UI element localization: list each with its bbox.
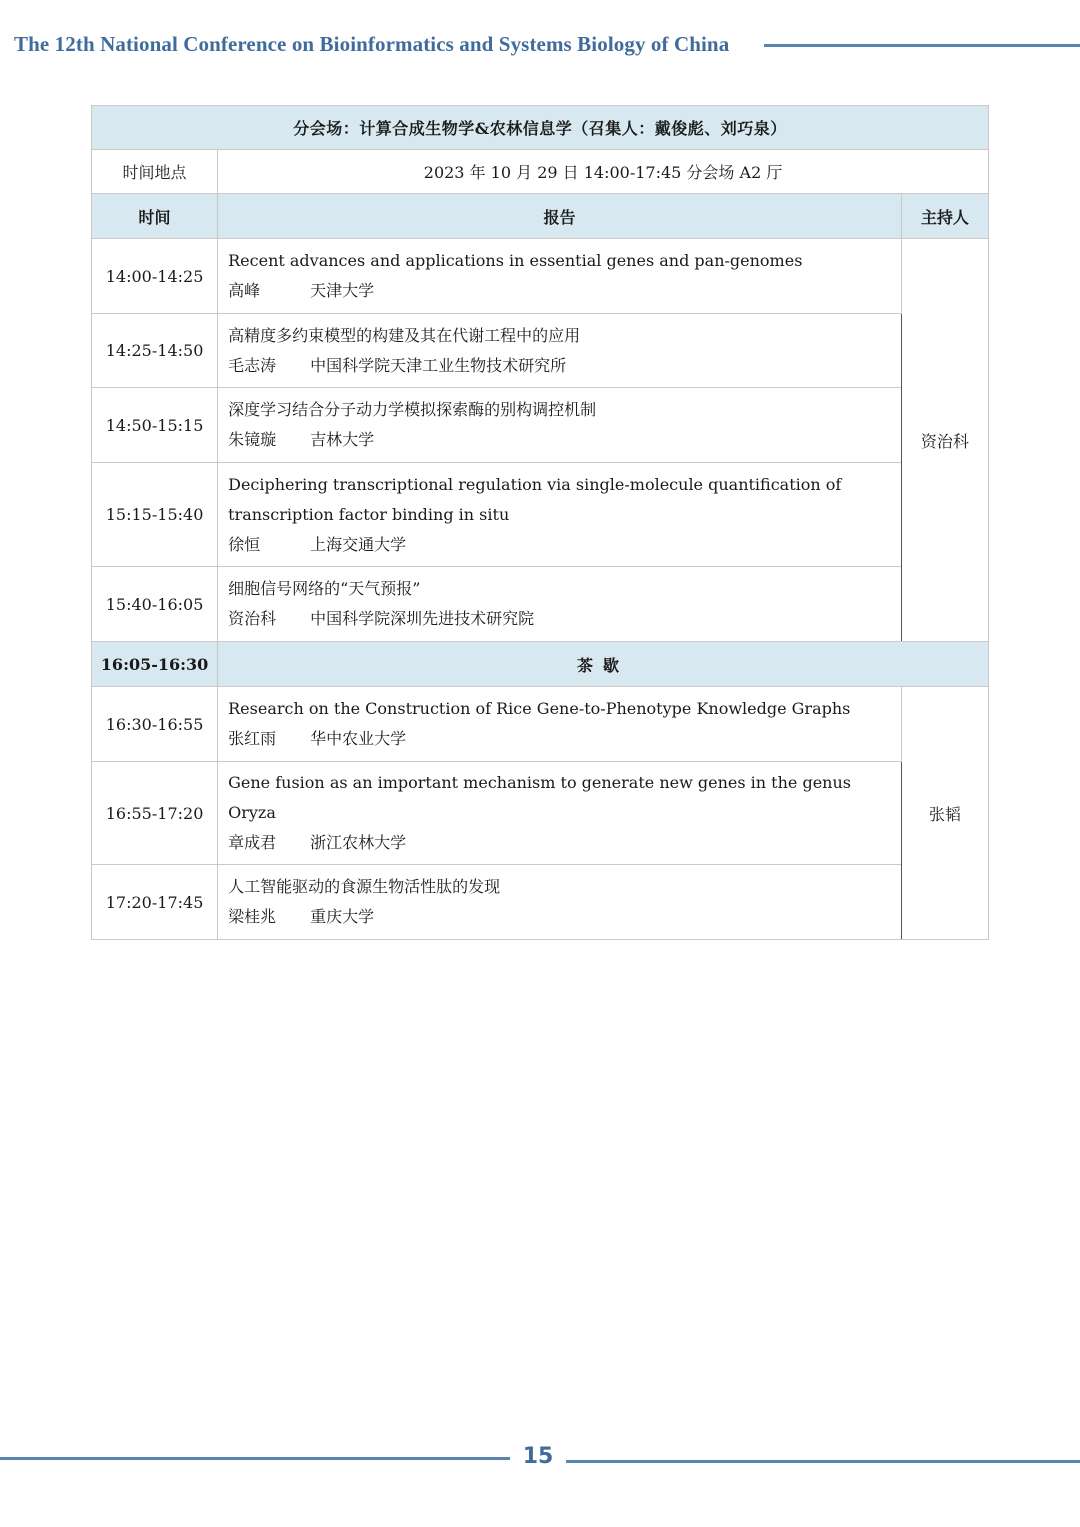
- speaker-affiliation: 天津大学: [310, 281, 375, 300]
- talk-speaker-line: [228, 724, 891, 754]
- talk-details: [218, 314, 902, 388]
- talk-row: [92, 463, 989, 567]
- page-number: 15: [522, 1444, 554, 1469]
- page-header: [0, 28, 1080, 64]
- speaker-name: 徐恒: [228, 534, 261, 554]
- talk-speaker-line: [228, 425, 891, 455]
- speaker-name: 章成君: [228, 833, 277, 852]
- host-name: 资治科: [901, 239, 988, 642]
- talk-time: 15:40-16:05: [92, 567, 218, 642]
- talk-row: [92, 567, 989, 642]
- column-header-talk: 报告: [218, 194, 902, 239]
- talk-title: Research on the Construction of Rice Gene-to-Phenotype Knowledge Graphs: [228, 699, 851, 718]
- footer-rule-right: [566, 1460, 1080, 1463]
- talk-time: 15:15-15:40: [92, 463, 218, 567]
- talk-speaker-line: [228, 530, 891, 560]
- speaker-affiliation: 重庆大学: [310, 907, 375, 926]
- speaker-affiliation: 中国科学院天津工业生物技术研究所: [310, 355, 567, 375]
- talk-title: 高精度多约束模型的构建及其在代谢工程中的应用: [228, 325, 581, 345]
- talk-time: 17:20-17:45: [92, 865, 218, 940]
- speaker-affiliation: 上海交通大学: [310, 534, 407, 554]
- talk-speaker-line: [228, 351, 891, 381]
- schedule-table: [91, 105, 989, 940]
- speaker-name: 资治科: [228, 609, 277, 628]
- session-title: 分会场：计算合成生物学&农林信息学（召集人：戴俊彪、刘巧泉）: [92, 106, 989, 150]
- break-time: 16:05-16:30: [92, 642, 218, 687]
- tea-break-row: [92, 642, 989, 687]
- talk-row: [92, 239, 989, 314]
- speaker-name: 梁桂兆: [228, 907, 277, 926]
- talk-details: [218, 687, 902, 762]
- host-name: 张韬: [901, 687, 988, 940]
- talk-row: [92, 687, 989, 762]
- column-header-time: 时间: [92, 194, 218, 239]
- talk-title: Recent advances and applications in essential genes and pan-genomes: [228, 251, 803, 270]
- talk-time: 14:50-15:15: [92, 388, 218, 463]
- talk-title: 深度学习结合分子动力学模拟探索酶的别构调控机制: [228, 400, 597, 419]
- talk-speaker-line: [228, 276, 891, 306]
- talk-details: [218, 463, 902, 567]
- speaker-name: 高峰: [228, 281, 261, 300]
- talk-title: Gene fusion as an important mechanism to generate new genes in the genus Oryza: [228, 773, 851, 822]
- talk-row: [92, 314, 989, 388]
- talk-title: Deciphering transcriptional regulation via single-molecule quantification of transcription factor binding in situ: [228, 474, 842, 524]
- talk-time: 16:55-17:20: [92, 762, 218, 865]
- talk-time: 14:25-14:50: [92, 314, 218, 388]
- speaker-affiliation: 华中农业大学: [310, 729, 407, 748]
- talk-time: 14:00-14:25: [92, 239, 218, 314]
- talk-row: [92, 388, 989, 463]
- header-rule: [764, 44, 1080, 47]
- speaker-name: 朱镜璇: [228, 430, 277, 449]
- talk-title: 细胞信号网络的“天气预报”: [228, 579, 421, 598]
- break-label: 茶歇: [218, 642, 989, 687]
- talk-row: [92, 762, 989, 865]
- talk-details: [218, 762, 902, 865]
- info-label: 时间地点: [92, 150, 218, 194]
- footer-rule-left: [0, 1457, 510, 1460]
- conference-title: The 12th National Conference on Bioinformatics and Systems Biology of China: [14, 32, 730, 56]
- info-value: 2023 年 10 月 29 日 14:00-17:45 分会场 A2 厅: [218, 150, 989, 194]
- talk-time: 16:30-16:55: [92, 687, 218, 762]
- talk-details: [218, 239, 902, 314]
- talk-details: [218, 567, 902, 642]
- speaker-affiliation: 吉林大学: [310, 430, 375, 449]
- column-header-host: 主持人: [901, 194, 988, 239]
- talk-title: 人工智能驱动的食源生物活性肽的发现: [228, 877, 501, 896]
- talk-speaker-line: [228, 902, 891, 932]
- speaker-name: 张红雨: [228, 729, 277, 748]
- speaker-affiliation: 中国科学院深圳先进技术研究院: [310, 609, 535, 628]
- talk-details: [218, 865, 902, 940]
- speaker-name: 毛志涛: [228, 355, 277, 375]
- talk-speaker-line: [228, 828, 891, 858]
- talk-row: [92, 865, 989, 940]
- talk-speaker-line: [228, 604, 891, 634]
- talk-details: [218, 388, 902, 463]
- speaker-affiliation: 浙江农林大学: [310, 833, 407, 852]
